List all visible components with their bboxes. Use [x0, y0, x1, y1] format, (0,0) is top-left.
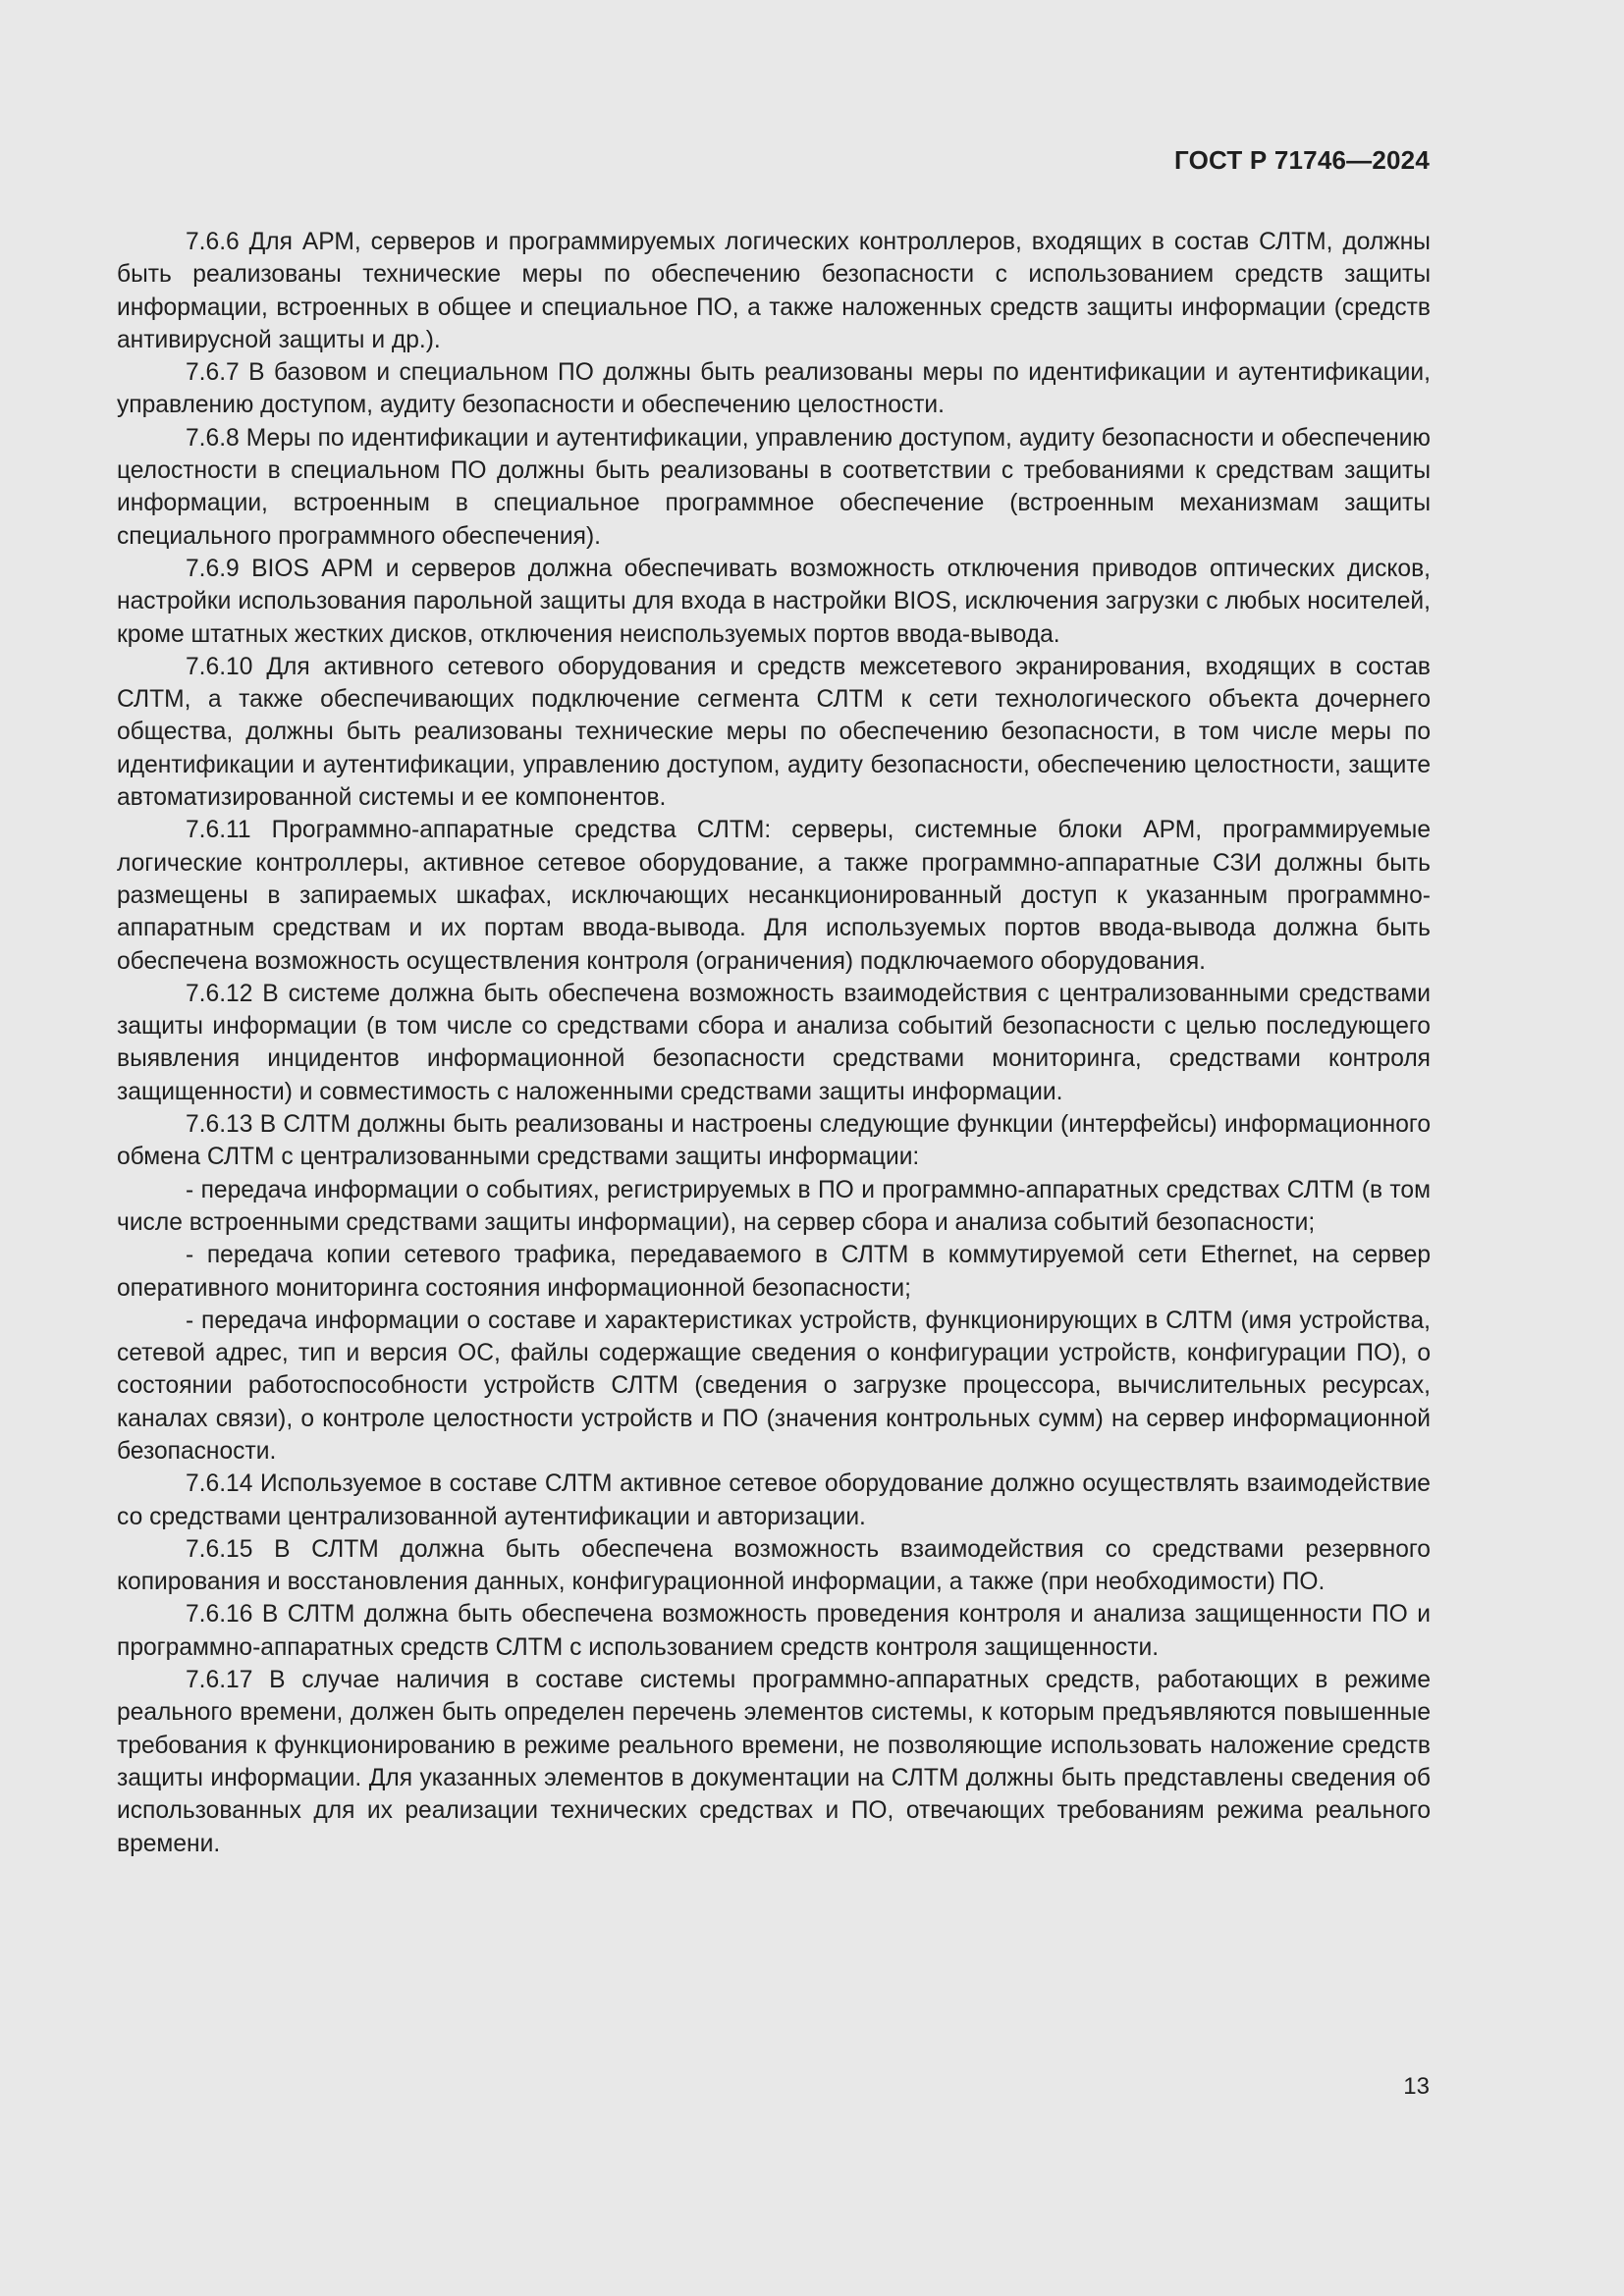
document-body [117, 226, 1431, 1860]
paragraph-7-6-6: 7.6.6 Для АРМ, серверов и программируемых логических контроллеров, входящих в состав СЛТМ, должны быть реализованы технические меры по обеспечению безопасности с использованием средств защиты информации, встроенных в общее и специальное ПО, а также наложенных средств защиты информации (средств антивирусной защиты и др.). [117, 229, 1431, 353]
page-number: 13 [1403, 2073, 1430, 2100]
paragraph-7-6-15: 7.6.15 В СЛТМ должна быть обеспечена возможность взаимодействия со средствами резервного копирования и восстановления данных, конфигурационной информации, а также (при необходимости) ПО. [117, 1535, 1431, 1596]
paragraph-7-6-12: 7.6.12 В системе должна быть обеспечена возможность взаимодействия с централизованными средствами защиты информации (в том числе со средствами сбора и анализа событий безопасности с целью последующего выявления инцидентов информационной безопасности средствами мониторинга, средствами контроля защищенности) и совместимость с наложенными средствами защиты информации. [117, 980, 1431, 1105]
paragraph-7-6-14: 7.6.14 Используемое в составе СЛТМ активное сетевое оборудование должно осуществлять взаимодействие со средствами централизованной аутентификации и авторизации. [117, 1470, 1431, 1530]
paragraph-7-6-16: 7.6.16 В СЛТМ должна быть обеспечена возможность проведения контроля и анализа защищенности ПО и программно-аппаратных средств СЛТМ с использованием средств контроля защищенности. [117, 1601, 1431, 1661]
paragraph-7-6-10: 7.6.10 Для активного сетевого оборудования и средств межсетевого экранирования, входящих в состав СЛТМ, а также обеспечивающих подключение сегмента СЛТМ к сети технологического объекта дочернего общества, должны быть реализованы технические меры по обеспечению безопасности, в том числе меры по идентификации и аутентификации, управлению доступом, аудиту безопасности, обеспечению целостности, защите автоматизированной системы и ее компонентов. [117, 653, 1431, 812]
standard-code-header: ГОСТ Р 71746—2024 [1174, 145, 1430, 175]
paragraph-7-6-7: 7.6.7 В базовом и специальном ПО должны быть реализованы меры по идентификации и аутентификации, управлению доступом, аудиту безопасности и обеспечению целостности. [117, 359, 1431, 419]
list-item-events: - передача информации о событиях, регистрируемых в ПО и программно-аппаратных средствах СЛТМ (в том числе встроенными средствами защиты информации), на сервер сбора и анализа событий безопасности; [117, 1176, 1431, 1236]
list-item-device-info: - передача информации о составе и характеристиках устройств, функционирующих в СЛТМ (имя устройства, сетевой адрес, тип и версия ОС, файлы содержащие сведения о конфигурации устройств, конфигурации ПО), о состоянии работоспособности устройств СЛТМ (сведения о загрузке процессора, вычислительных ресурсах, каналах связи), о контроле целостности устройств и ПО (значения контрольных сумм) на сервер информационной безопасности. [117, 1307, 1431, 1465]
list-item-traffic: - передача копии сетевого трафика, передаваемого в СЛТМ в коммутируемой сети Ethernet, на сервер оперативного мониторинга состояния информационной безопасности; [117, 1242, 1431, 1302]
paragraph-7-6-8: 7.6.8 Меры по идентификации и аутентификации, управлению доступом, аудиту безопасности и обеспечению целостности в специальном ПО должны быть реализованы в соответствии с требованиями к средствам защиты информации, встроенным в специальное программное обеспечение (встроенным механизмам защиты специального программного обеспечения). [117, 424, 1431, 550]
paragraph-7-6-9: 7.6.9 BIOS АРМ и серверов должна обеспечивать возможность отключения приводов оптических дисков, настройки использования парольной защиты для входа в настройки BIOS, исключения загрузки с любых носителей, кроме штатных жестких дисков, отключения неиспользуемых портов ввода-вывода. [117, 555, 1431, 648]
paragraph-7-6-13: 7.6.13 В СЛТМ должны быть реализованы и настроены следующие функции (интерфейсы) информационного обмена СЛТМ с централизованными средствами защиты информации: [117, 1111, 1431, 1171]
paragraph-7-6-11: 7.6.11 Программно-аппаратные средства СЛТМ: серверы, системные блоки АРМ, программируемые логические контроллеры, активное сетевое оборудование, а также программно-аппаратные СЗИ должны быть размещены в запираемых шкафах, исключающих несанкционированный доступ к указанным программно-аппаратным средствам и их портам ввода-вывода. Для используемых портов ввода-вывода должна быть обеспечена возможность осуществления контроля (ограничения) подключаемого оборудования. [117, 817, 1431, 975]
paragraph-7-6-17: 7.6.17 В случае наличия в составе системы программно-аппаратных средств, работающих в режиме реального времени, должен быть определен перечень элементов системы, к которым предъявляются повышенные требования к функционированию в режиме реального времени, не позволяющие использовать наложение средств защиты информации. Для указанных элементов в документации на СЛТМ должны быть представлены сведения об использованных для их реализации технических средствах и ПО, отвечающих требованиям режима реального времени. [117, 1667, 1431, 1857]
